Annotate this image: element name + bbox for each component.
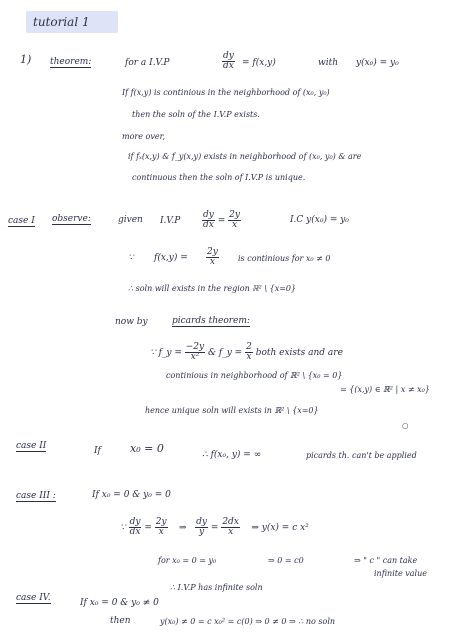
case1-num: dy bbox=[203, 210, 214, 220]
case4-condition: If x₀ = 0 & y₀ ≠ 0 bbox=[80, 598, 159, 608]
case1-fxy-frac bbox=[206, 248, 219, 267]
case3-n1: dy bbox=[129, 517, 141, 527]
case1-ic: I.C y(x₀) = y₀ bbox=[290, 215, 349, 225]
case1-den: dx bbox=[203, 220, 214, 230]
case1-observe: observe: bbox=[52, 214, 91, 224]
case3-d2: x bbox=[158, 527, 164, 537]
case1-partial-a: ∵ f_y = bbox=[150, 348, 185, 358]
theorem-line2: If f(x,y) is continious in the neighborhood of (x₀, y₀) bbox=[122, 88, 330, 97]
case3-n4: 2dx bbox=[222, 517, 239, 527]
case4-label: case IV. bbox=[16, 593, 51, 603]
case2-f: ∴ f(x₀, y) = ∞ bbox=[202, 450, 262, 460]
case1-eq-den: x bbox=[232, 220, 238, 230]
page-title: tutorial 1 bbox=[33, 15, 90, 29]
theorem-line5: if fₓ(x,y) & f_y(x,y) exists in neighborhood of (x₀, y₀) & are bbox=[128, 152, 362, 161]
case3-eq1: = bbox=[144, 523, 152, 533]
theorem-line3: then the soln of the I.V.P exists. bbox=[132, 110, 260, 119]
theorem-line1b: = f(x,y) bbox=[242, 58, 276, 68]
case1-label: case I bbox=[8, 216, 35, 226]
case3-for: for x₀ = 0 = y₀ bbox=[158, 556, 217, 565]
case1-hence: hence unique soln will exists in ℝ² \ {x=0} bbox=[145, 406, 319, 415]
case1-ode bbox=[202, 211, 241, 230]
case1-partial-b: & f_y = bbox=[208, 348, 243, 358]
case1-fxy: f(x,y) = bbox=[154, 253, 188, 263]
case3-implies1: ⇒ bbox=[179, 523, 187, 533]
case3-n3: dy bbox=[196, 517, 208, 527]
case1-mark: ○ bbox=[402, 421, 409, 430]
case3-n2: 2y bbox=[155, 517, 167, 527]
theorem-derivative bbox=[222, 52, 235, 71]
theorem-line1a: for a I.V.P bbox=[125, 58, 170, 68]
theorem-line4: more over, bbox=[122, 132, 166, 141]
theorem-deriv-num: dy bbox=[223, 51, 234, 61]
case3-because: ∵ bbox=[120, 523, 126, 533]
case1-ivp: I.V.P bbox=[160, 216, 181, 226]
case1-partial-c: both exists and are bbox=[255, 348, 343, 358]
case3-condition: If x₀ = 0 & y₀ = 0 bbox=[92, 490, 171, 500]
case1-set: = {(x,y) ∈ ℝ² | x ≠ x₀} bbox=[340, 385, 430, 394]
case3-d1: dx bbox=[129, 527, 141, 537]
case1-partial-num: −2y bbox=[185, 342, 205, 352]
case3-zero: ⇒ 0 = c0 bbox=[268, 556, 304, 565]
case2-label: case II bbox=[16, 441, 47, 451]
case1-partial-den: x² bbox=[190, 352, 200, 362]
case2-conclusion: picards th. can't be applied bbox=[306, 451, 417, 460]
case3-infinite: infinite value bbox=[374, 569, 427, 578]
case3-solution: ⇒ y(x) = c x² bbox=[251, 523, 309, 533]
theorem-line1c: with bbox=[318, 58, 338, 68]
case1-fxy-num: 2y bbox=[207, 247, 218, 257]
case1-eq: = bbox=[217, 216, 226, 226]
case4-result: y(x₀) ≠ 0 = c x₀² = c(0) ⇒ 0 ≠ 0 ⇒ ∴ no soln bbox=[160, 617, 336, 626]
case1-neighborhood: continious in neighborhood of ℝ² \ {x₀ = 0} bbox=[166, 371, 343, 380]
case2-if: If bbox=[94, 446, 101, 456]
case1-now: now by bbox=[115, 317, 148, 327]
theorem-number: 1) bbox=[20, 53, 32, 66]
case3-label: case III : bbox=[16, 491, 56, 501]
case1-eq-num: 2y bbox=[229, 210, 240, 220]
theorem-line6: continuous then the soln of I.V.P is unique. bbox=[132, 173, 306, 182]
case1-fxy-den: x bbox=[209, 257, 215, 267]
case3-d4: x bbox=[228, 527, 234, 537]
case1-continuity: is continious for x₀ ≠ 0 bbox=[238, 254, 331, 263]
case1-partials bbox=[150, 343, 343, 362]
case3-d3: y bbox=[199, 527, 205, 537]
case3-conclusion: ∴ I.V.P has infinite soln bbox=[170, 583, 263, 592]
case4-then: then bbox=[110, 616, 131, 626]
case1-partial-num2: 2 bbox=[246, 342, 252, 352]
case3-eq2: = bbox=[210, 523, 219, 533]
case1-region: ∴ soln will exists in the region ℝ² \ {x=0} bbox=[128, 284, 297, 293]
theorem-line1d: y(x₀) = y₀ bbox=[356, 58, 399, 68]
case1-given: given bbox=[118, 215, 143, 225]
case1-because: ∵ bbox=[128, 253, 134, 263]
case2-x0: x₀ = 0 bbox=[130, 442, 164, 455]
case1-partial-den2: x bbox=[246, 352, 252, 362]
case3-separation bbox=[120, 518, 309, 537]
case3-c-take: ⇒ " c " can take bbox=[354, 556, 418, 565]
theorem-heading: theorem: bbox=[50, 57, 92, 67]
case1-picard: picards theorem: bbox=[172, 316, 250, 326]
theorem-deriv-den: dx bbox=[223, 61, 234, 71]
